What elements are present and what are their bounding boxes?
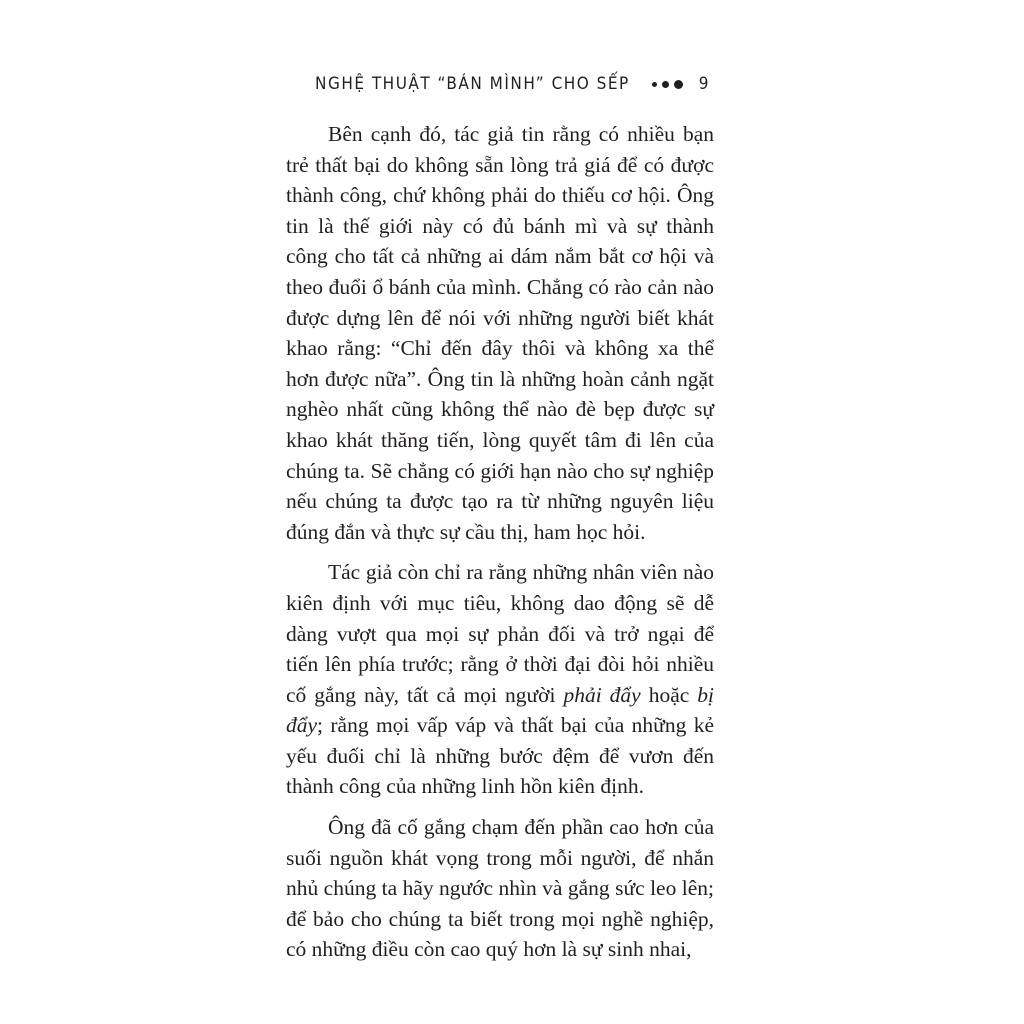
dot-small	[652, 82, 657, 87]
italic-phrase: phải đẩy	[563, 682, 641, 707]
paragraph	[286, 119, 714, 547]
dot-medium	[662, 81, 669, 88]
paragraph-text: Tác giả còn chỉ ra rằng những nhân viên nào kiên định với mục tiêu, không dao động sẽ dễ dàng vượt qua mọi sự phản đối và trở ngại để tiến lên phía trước; rằng ở thời đại đòi hỏi nhiều cố gắng này, tất cả mọi người	[286, 560, 714, 707]
paragraph-text: Bên cạnh đó, tác giả tin rằng có nhiều bạn trẻ thất bại do không sẵn lòng trả giá để có được thành công, chứ không phải do thiếu cơ hội. Ông tin là thế giới này có đủ bánh mì và sự thành công cho tất cả những ai dám nắm bắt cơ hội và theo đuổi ổ bánh của mình. Chẳng có rào cản nào được dựng lên để nói với những người biết khát khao rằng: “Chỉ đến đây thôi và không xa thể hơn được nữa”. Ông tin là những hoàn cảnh ngặt nghèo nhất cũng không thể nào đè bẹp được sự khao khát thăng tiến, lòng quyết tâm đi lên của chúng ta. Sẽ chẳng có giới hạn nào cho sự nghiệp nếu chúng ta được tạo ra từ những nguyên liệu đúng đắn và thực sự cầu thị, ham học hỏi.	[286, 122, 714, 544]
paragraph-text: Ông đã cố gắng chạm đến phần cao hơn của suối nguồn khát vọng trong mỗi người, để nhắn nhủ chúng ta hãy ngước nhìn và gắng sức leo lên; để bảo cho chúng ta biết trong mọi nghề nghiệp, có những điều còn cao quý hơn là sự sinh nhai,	[286, 815, 714, 962]
dot-large	[674, 80, 683, 89]
page-number: 9	[698, 74, 710, 94]
italic-phrase: bị đẩy	[286, 682, 714, 738]
paragraph-text: hoặc	[640, 682, 698, 707]
paragraph	[286, 557, 714, 802]
paragraph	[286, 812, 714, 965]
header-dots-ornament	[652, 80, 683, 89]
running-header	[315, 74, 710, 94]
body-text	[286, 119, 714, 965]
paragraph-text: ; rằng mọi vấp váp và thất bại của những kẻ yếu đuối chỉ là những bước đệm để vươn đến thành công của những linh hồn kiên định.	[286, 713, 714, 799]
running-header-title: NGHỆ THUẬT “BÁN MÌNH” CHO SẾP	[315, 74, 630, 94]
